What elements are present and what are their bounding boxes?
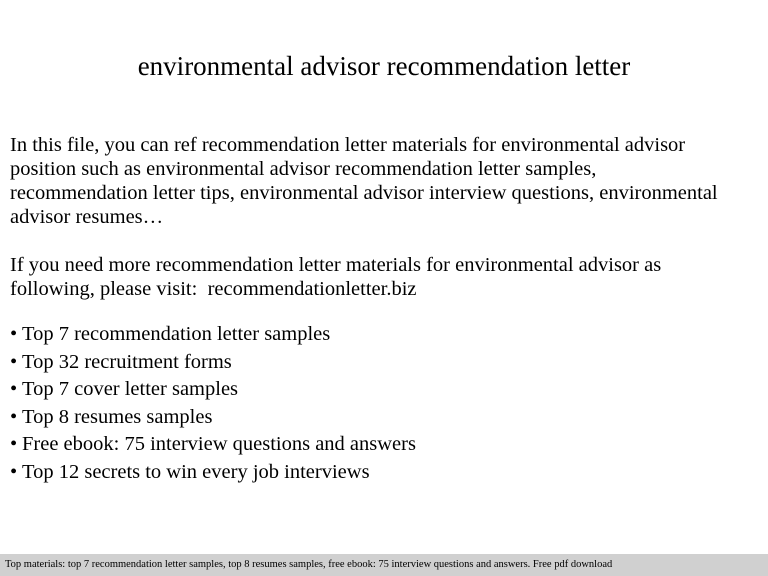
list-item-label: Top 7 recommendation letter samples: [22, 323, 331, 345]
bullet-icon: •: [10, 350, 18, 373]
list-item[interactable]: [10, 432, 762, 460]
intro-line: advisor resumes…: [10, 206, 164, 228]
list-item-label: Top 8 resumes samples: [22, 405, 213, 428]
list-item-label: Free ebook: 75 interview questions and answers: [22, 433, 416, 455]
visit-line: If you need more recommendation letter materials for environmental advisor as: [10, 254, 662, 276]
materials-list: [10, 322, 762, 487]
list-item-label: Top 7 cover letter samples: [22, 378, 239, 400]
list-item-label: Top 32 recruitment forms: [22, 350, 232, 373]
intro-line: recommendation letter tips, environmental advisor interview questions, environmental: [10, 182, 718, 204]
intro-line: position such as environmental advisor recommendation letter samples,: [10, 158, 597, 180]
list-item[interactable]: [10, 350, 762, 378]
site-link[interactable]: recommendationletter.biz: [207, 278, 417, 300]
bullet-icon: •: [10, 433, 18, 455]
footer-bar: [0, 554, 768, 576]
visit-paragraph: [10, 253, 762, 301]
intro-line: In this file, you can ref recommendation letter materials for environmental advisor: [10, 134, 686, 156]
page-title: environmental advisor recommendation letter: [137, 51, 631, 81]
list-item[interactable]: [10, 460, 762, 488]
bullet-icon: •: [10, 378, 18, 400]
list-item[interactable]: [10, 322, 762, 350]
bullet-icon: •: [10, 405, 18, 428]
visit-line: [10, 277, 762, 301]
list-item-label: Top 12 secrets to win every job interviews: [22, 460, 370, 483]
list-item[interactable]: [10, 377, 762, 405]
list-item[interactable]: [10, 405, 762, 433]
footer-text: Top materials: top 7 recommendation letter samples, top 8 resumes samples, free ebook: 75 interview questions and answers. Free pdf download: [5, 559, 613, 570]
intro-paragraph: [10, 133, 762, 229]
bullet-icon: •: [10, 323, 18, 345]
bullet-icon: •: [10, 460, 18, 483]
visit-text: following, please visit:: [10, 278, 208, 300]
